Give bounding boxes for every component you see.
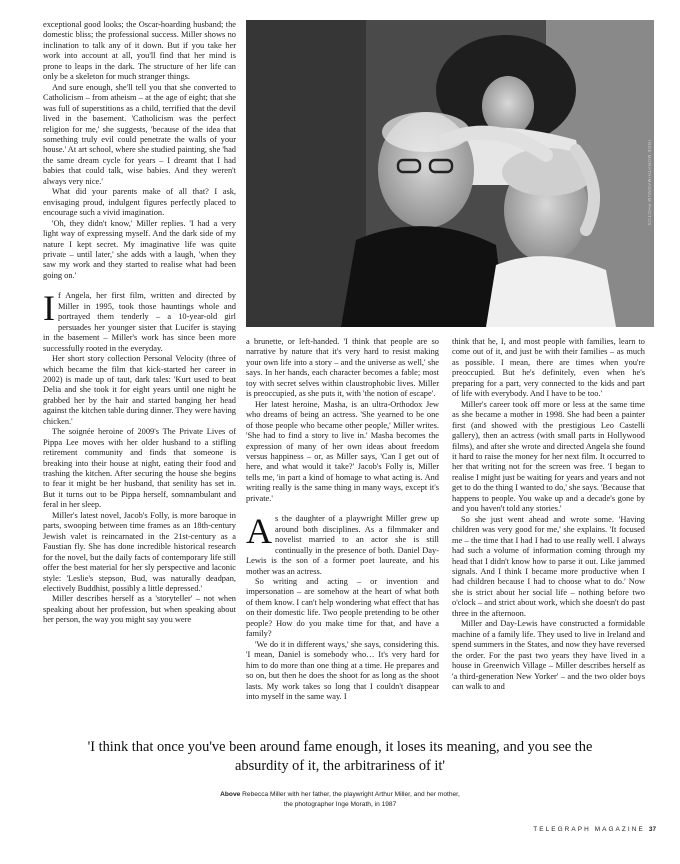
paragraph: And sure enough, she'll tell you that she converted to Catholicism – from atheism – at the age of eight; that she was full of superstitions as a child, terrified that the devil lived in the basement. 'Catholicism was the perfect religion for me,' she suggests, 'because of the idea that something truly evil could penetrate the walls of your house.' At art school, where she studied painting, she 'had the same dream cycle for years – I dreamt that I had babies that could talk, wise babies. And they weren't always very nice.' <box>43 82 236 186</box>
paragraph: Her latest heroine, Masha, is an ultra-Orthodox Jew who dreams of being an actress. 'She yearned to be one of those people who became other people,' Miller writes. 'She had to find a story to live in.' Masha becomes the expression of many of her own ideas about freedom versus happiness – or, as Miller says, 'Can I get out of here, and what would it take?' Jacob's Folly is, Miller tells me, 'in part a kind of homage to what acting is. And writing really is the same thing in many ways, except it's private.' <box>246 399 439 503</box>
paragraph: Miller's latest novel, Jacob's Folly, is more baroque in parts, swooping between time frames as an 18th-century Jewish valet is reincarnated in the 21st-century as a Faustian fly. She has done incredible historical research for the novel, but the daily facts of contemporary life still offer the best material for her sly perspective and laconic style: 'Leslie's stepson, Bud, was naturally deadpan, electively Buddhist, possibly a little depressed.' <box>43 510 236 594</box>
caption-line-1: Rebecca Miller with her father, the playwright Arthur Miller, and her mother, <box>242 791 460 798</box>
caption-label: Above <box>220 791 241 798</box>
article-column-2 <box>246 337 439 718</box>
paragraph-text: s the daughter of a playwright Miller grew up around both disciplines. As a filmmaker and novelist married to an actor she is still continually in the presence of both. Daniel Day-Lewis is the son of a former poet laureate, and his mother was an actress. <box>246 514 439 576</box>
paragraph: Her short story collection Personal Velocity (three of which became the film that kick-started her career in 2002) is made up of taut, dark tales: 'Kurt used to beat Delia and she took it for eight years until one night he grabbed her by the hair and started banging her head against the kitchen table during dinner. They were having chicken.' <box>43 354 236 426</box>
article-column-3 <box>452 337 645 718</box>
paragraph: So she just went ahead and wrote some. 'Having children was very good for me,' she explains. 'It focused me – the time that I had I had to use really well. I always had such a volume of information coming through my head that I didn't know how to parse it out. Like jammed signals. And I think I became more productive when I had children because I had to choose what to do.' Now she is strict about her social life – nothing before two o'clock – and strict about work, which she doesn't do past three in the afternoon. <box>452 514 645 618</box>
photo-caption <box>170 790 510 810</box>
article-column-1 <box>43 20 236 718</box>
paragraph: Miller's career took off more or less at the same time as she became a mother in 1998. She had been a painter first (and showed with the prestigious Leo Castelli gallery), then an actress (with small parts in Hollywood films), and after she wrote and directed Angela she found it hard to raise the money for her next film. It occurred to her that writing not for the screen was free. 'I began to realise I might just be waiting for years and years and not get to do the thing I wanted to do,' she says. 'Because that happens to people. You wake up and a decade's gone by and you haven't told any stories.' <box>452 399 645 514</box>
paragraph-with-dropcap <box>246 511 439 577</box>
paragraph: 'Oh, they didn't know,' Miller replies. 'I had a very light way of expressing myself. And the dark side of my nature I kept secret. My imaginative life was quite private – until later,' she adds with a laugh, 'when they saw my work and they started to realise what had been going on.' <box>43 218 236 280</box>
paragraph: a brunette, or left-handed. 'I think that people are so narrative by nature that it's very hard to resist making your own life into a story – and the universe as well,' she says. In her hands, each character becomes a fable; most toy with secret selves within claustrophobic lives. Miller is preoccupied, as she puts it, with 'the notion of escape'. <box>246 337 439 399</box>
paragraph: What did your parents make of all that? I ask, envisaging proud, indulgent figures perfectly placed to encourage such a vivid imagination. <box>43 187 236 218</box>
family-photograph <box>246 20 654 327</box>
magazine-name: TELEGRAPH MAGAZINE <box>533 826 645 833</box>
paragraph: exceptional good looks; the Oscar-hoarding husband; the domestic bliss; the professional success. Miller shows no inclination to talk any of it down. But if you take her work into account at all, you'll find that her mind is prone to leaps in the dark. The structure of her life can only be a skeleton for much stranger things. <box>43 20 236 82</box>
paragraph: Miller describes herself as a 'storyteller' – not when speaking about her profession, but when speaking about her person, the way you might say you were <box>43 594 236 625</box>
drop-cap: I <box>43 288 55 329</box>
page-folio <box>533 826 656 833</box>
paragraph: Miller and Day-Lewis have constructed a formidable machine of a family life. They used to live in Ireland and spend summers in the States, and now they have reversed the order. For the past two years they have lived in a house in Greenwich Village – Miller describes herself as 'a third-generation New Yorker' – and the two older boys can walk to and <box>452 619 645 691</box>
paragraph: 'We do it in different ways,' she says, considering this. 'I mean, Daniel is somebody who… It's very hard for him to do more than one thing at a time. He prepares and so on, but then he does the shoot for as long as the shoot lasts. My work takes so long that I couldn't disappear into myself in the same way. I <box>246 639 439 701</box>
photo-credit: INGE MORATH/MAGNUM PHOTOS <box>647 140 652 226</box>
caption-line-2: the photographer Inge Morath, in 1987 <box>283 801 397 808</box>
paragraph-text: f Angela, her first film, written and directed by Miller in 1995, took those hauntings whole and portrayed them tenderly – a 10-year-old girl persuades her younger sister that Lucifer is staying in the basement – Miller's work has since been more successfully rooted in the everyday. <box>43 291 236 353</box>
paragraph: So writing and acting – or invention and impersonation – are somehow at the heart of what both of them know. I can't help wondering what effect that has on their domestic life. Two people pretending to be other people? How do you make time for that, and have a family? <box>246 576 439 639</box>
drop-cap: A <box>246 511 272 552</box>
page-number: 37 <box>648 826 656 833</box>
paragraph: The soignée heroine of 2009's The Private Lives of Pippa Lee moves with her older husband to a stifling retirement community and finds that someone is breaking into their house at night, eating their food and trashing the kitchen. After securing the house she begins to fear it might be her husband, that senility has set in. But it turns out to be Pippa herself, somnambulant and feral in her sleep. <box>43 427 236 510</box>
photo-illustration <box>246 20 654 327</box>
pull-quote: 'I think that once you've been around fame enough, it loses its meaning, and you see the absurdity of it, the arbitrariness of it' <box>87 739 593 774</box>
paragraph-with-dropcap <box>43 288 236 354</box>
paragraph: think that he, I, and most people with families, learn to come out of it, and just be with their families – as much as possible. I mean, there are times when you're preoccupied. But he's definitely, even when he's preparing for a part, very connected to the kids and part of life with everybody. And I have to be too.' <box>452 337 645 399</box>
